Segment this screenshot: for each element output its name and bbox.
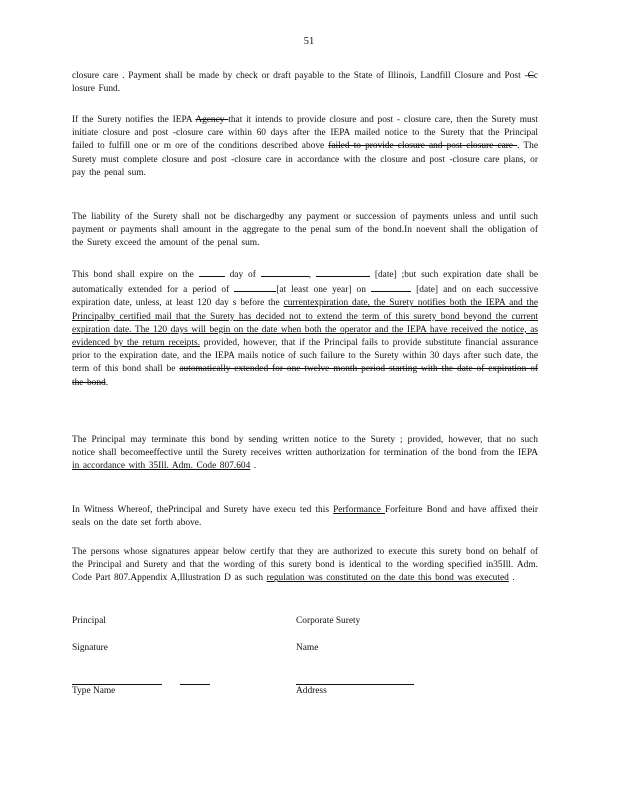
address-label: Address	[296, 686, 327, 696]
text-segment: In Witness Whereof, thePrincipal and Surety have execu ted this	[72, 505, 334, 515]
paragraph-certification	[72, 546, 538, 586]
paragraph-expiration	[72, 267, 538, 390]
text-segment: [at least one year] on	[276, 285, 366, 296]
paragraph-liability: The liability of the Surety shall not be dischargedby any payment or succession of payments unless and until such payment or payments shall amount in the aggregate to the penal sum of the bond.In noevent shall the obligation of the Surety exceed the amount of the penal sum.	[72, 212, 538, 249]
text-segment: This bond shall expire on the	[72, 270, 194, 280]
text-segment: If the Surety notifies the IEPA	[72, 115, 196, 125]
text-segment: .	[250, 461, 257, 472]
underlined-text: currentexpiration date, the Surety notifies both the IEPA and the Principalby certified mail that the Surety has decided not to extend the term of this surety bond beyond the current expiration date. The 120 days will begin on the date when both the operator and the IEPA have received the notice, as evidenced by the return receipts.	[72, 298, 539, 349]
underlined-text: regulation was constituted on the date this bond was executed	[266, 573, 509, 584]
text-segment: provided, however, that if the Principal fails to provide substitute financial assurance prior to the expiration date, and the IEPA mails notice of such failure to the Surety within 30 days after such date, the term of this bond shall be	[72, 338, 538, 375]
page-number: 51	[303, 36, 315, 47]
blank-day	[199, 267, 225, 277]
signature-label: Signature	[72, 643, 108, 653]
blank-month	[261, 267, 309, 277]
text-segment: . The Surety must complete closure and post -closure care in accordance with the closure and post -closure care plans, or pay the penal sum.	[72, 141, 538, 178]
blank-year	[316, 267, 370, 277]
text-segment: [date] and on each successive expiration date, unless, at least 120 day s before the	[72, 285, 539, 309]
corporate-surety-label: Corporate Surety	[296, 616, 361, 626]
text-segment: The persons whose signatures appear below certify that they are authorized to execute this surety bond on behalf of the Principal and Surety and that the wording of this surety bond is identical to the wording specified in35Ill. Adm. Code Part 807.Appendix A,Illustration D as such	[72, 547, 538, 584]
signature-line-short	[180, 684, 210, 685]
type-name-label: Type Name	[72, 686, 116, 696]
paragraph-witness	[72, 504, 538, 530]
struck-text: Agency	[195, 115, 229, 125]
text-segment: that it intends to provide closure and post - closure care, then the Surety must initiate closure and post -closure care within 60 days after the IEPA mailed notice to the Surety that the Principal failed to fulfill one or m ore of the conditions described above	[72, 115, 539, 152]
name-label: Name	[296, 643, 319, 653]
underlined-text: in accordance with 35Ill. Adm. Code 807.604	[72, 461, 251, 472]
text-segment: [date] ;but such expiration date shall be automatically extended for a period of	[72, 270, 538, 296]
underlined-text: Performance	[333, 505, 386, 515]
paragraph-surety-notice	[72, 114, 538, 180]
blank-date	[371, 282, 411, 292]
paragraph-termination	[72, 434, 538, 474]
text-segment: closure care . Payment shall be made by check or draft payable to the State of Illinois, Landfill Closure and Post -	[72, 71, 528, 81]
struck-text: failed to provide closure and post closure care	[328, 141, 518, 152]
paragraph-payment	[72, 70, 538, 96]
struck-text: automatically extended for one twelve month period starting with the date of expiration of the bond	[72, 364, 539, 388]
text-segment: .	[105, 377, 109, 388]
principal-label: Principal	[72, 616, 106, 626]
text-segment: Forfeiture Bond and have affixed their seals on the date set forth above.	[72, 505, 538, 529]
text-segment: day of	[229, 270, 256, 280]
blank-period	[234, 282, 276, 292]
text-segment: The Principal may terminate this bond by sending written notice to the Surety ; provided, however, that no such notice shall becomeeffective until the Surety receives written authorization for termination of the bond from the IEPA	[72, 435, 538, 459]
text-segment: c losure Fund.	[72, 71, 538, 95]
text-segment: .	[508, 573, 515, 584]
signature-line-type-name	[72, 684, 162, 685]
text-segment: ,	[308, 270, 312, 280]
struck-text: C	[527, 71, 534, 81]
signature-line-address	[296, 684, 414, 685]
